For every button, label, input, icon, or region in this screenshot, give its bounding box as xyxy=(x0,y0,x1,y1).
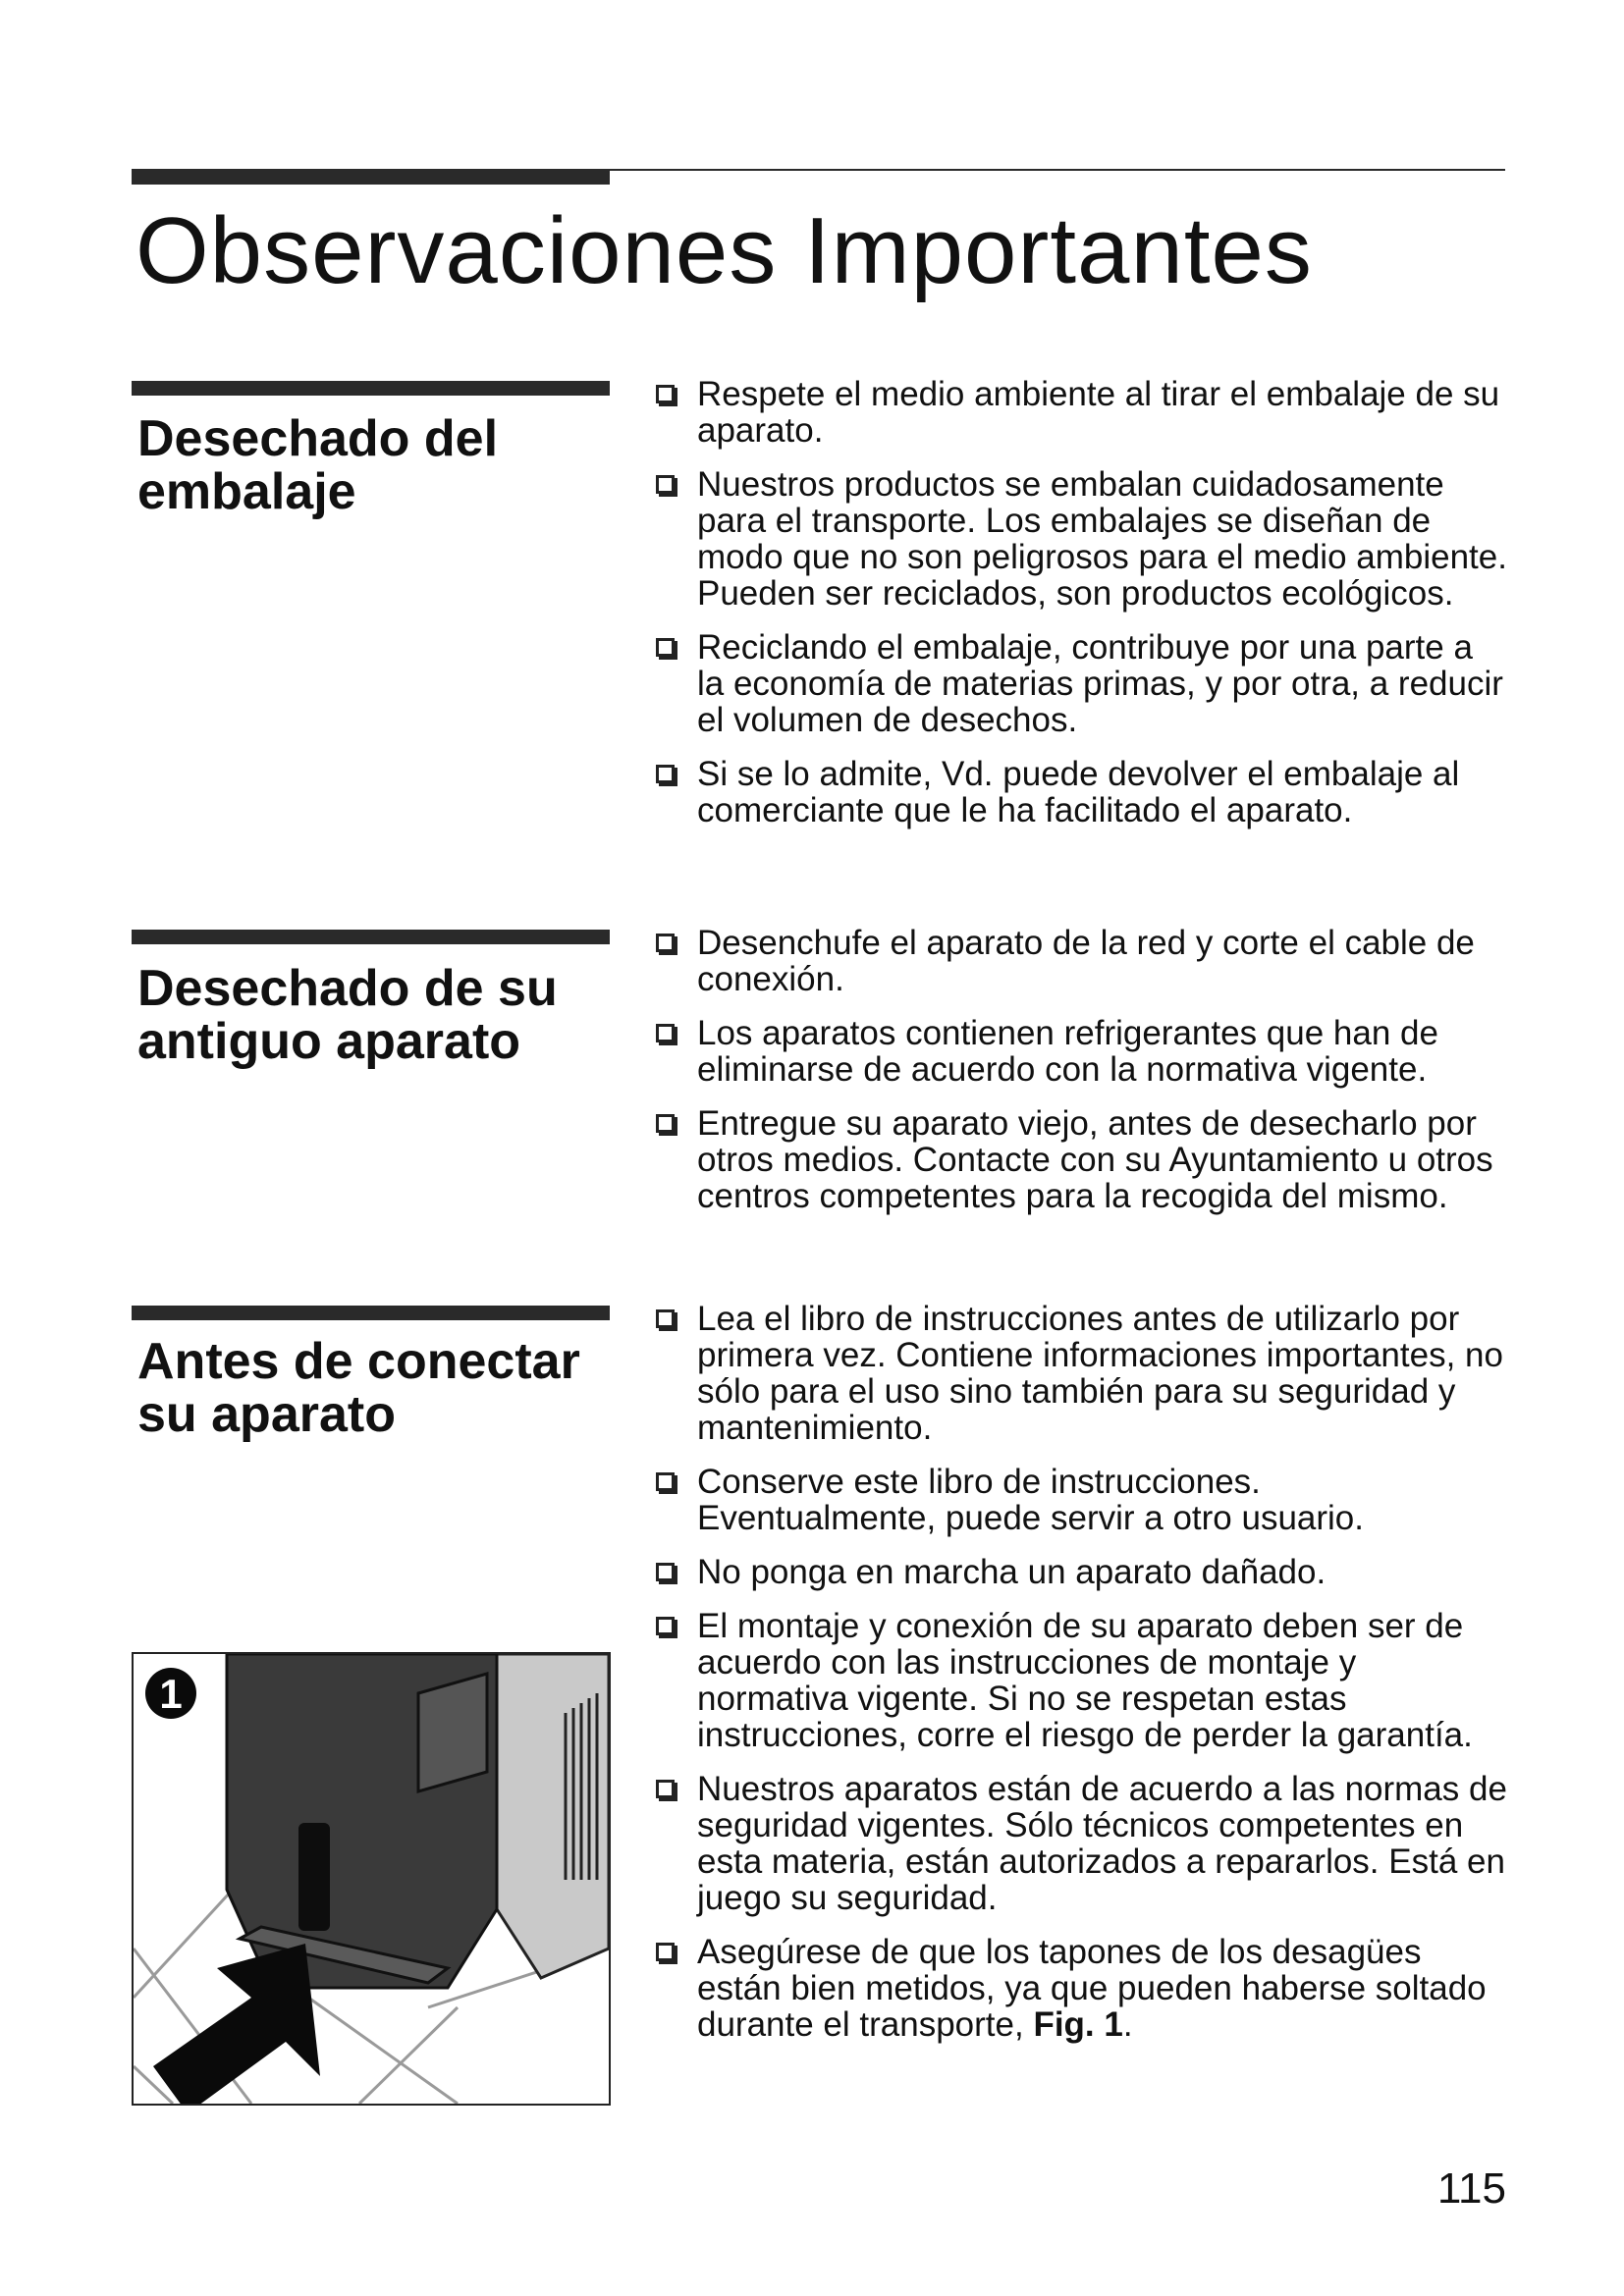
section-heading-packaging: Desechado del embalaje xyxy=(137,410,499,520)
list-item: Conserve este libro de instrucciones. Eventualmente, puede servir a otro usuario. xyxy=(654,1464,1508,1536)
list-item: Lea el libro de instrucciones antes de utilizarlo por primera vez. Contiene informaciones importantes, no sólo para el uso sino también para su seguridad y mantenimiento. xyxy=(654,1301,1508,1446)
checkbox-bullet-icon xyxy=(656,385,675,403)
before-connecting-list xyxy=(654,1301,1508,2060)
checkbox-bullet-icon xyxy=(656,1563,675,1581)
checkbox-bullet-icon xyxy=(656,1943,675,1961)
checkbox-bullet-icon xyxy=(656,638,675,657)
arrow-icon xyxy=(153,1944,320,2104)
list-item: No ponga en marcha un aparato dañado. xyxy=(654,1554,1508,1590)
figure-1 xyxy=(132,1652,611,2106)
list-item: Asegúrese de que los tapones de los desagües están bien metidos, ya que pueden haberse soltado durante el transporte, Fig. 1. xyxy=(654,1934,1508,2043)
appliance-side xyxy=(497,1654,609,1978)
section-rule-before-connecting xyxy=(132,1306,610,1320)
list-item: Nuestros productos se embalan cuidadosamente para el transporte. Los embalajes se diseñan de modo que no son peligrosos para el medio ambiente. Pueden ser reciclados, son productos ecológicos. xyxy=(654,466,1508,612)
list-item: Respete el medio ambiente al tirar el embalaje de su aparato. xyxy=(654,376,1508,449)
list-item: Nuestros aparatos están de acuerdo a las normas de seguridad vigentes. Sólo técnicos competentes en esta materia, están autorizados a repararlos. Está en juego su seguridad. xyxy=(654,1771,1508,1916)
checkbox-bullet-icon xyxy=(656,1472,675,1491)
list-item: Los aparatos contienen refrigerantes que han de eliminarse de acuerdo con la normativa vigente. xyxy=(654,1015,1508,1088)
section-heading-old-appliance: Desechado de su antiguo aparato xyxy=(137,960,558,1070)
checkbox-bullet-icon xyxy=(656,475,675,494)
checkbox-bullet-icon xyxy=(656,1024,675,1042)
figure-number: 1 xyxy=(159,1671,183,1717)
checkbox-bullet-icon xyxy=(656,1114,675,1133)
checkbox-bullet-icon xyxy=(656,765,675,783)
title-rule-thick xyxy=(132,169,610,185)
list-item: Si se lo admite, Vd. puede devolver el embalaje al comerciante que le ha facilitado el aparato. xyxy=(654,756,1508,828)
section-rule-old-appliance xyxy=(132,930,610,944)
packaging-list xyxy=(654,376,1508,846)
page-number: 115 xyxy=(1436,2164,1506,2213)
title-rule-thin xyxy=(610,169,1505,171)
appliance-slot xyxy=(298,1823,330,1931)
section-rule-packaging xyxy=(132,381,610,396)
list-item: Entregue su aparato viejo, antes de desecharlo por otros medios. Contacte con su Ayuntamiento u otros centros competentes para la recogida del mismo. xyxy=(654,1105,1508,1214)
list-item: Desenchufe el aparato de la red y corte el cable de conexión. xyxy=(654,925,1508,997)
figure-reference: Fig. 1 xyxy=(1033,2005,1123,2044)
old-appliance-list xyxy=(654,925,1508,1232)
page-title: Observaciones Importantes xyxy=(135,198,1313,303)
checkbox-bullet-icon xyxy=(656,1780,675,1798)
list-item: Reciclando el embalaje, contribuye por una parte a la economía de materias primas, y por otra, a reducir el volumen de desechos. xyxy=(654,629,1508,738)
section-heading-before-connecting: Antes de conectar su aparato xyxy=(137,1333,580,1443)
appliance-panel xyxy=(418,1674,487,1791)
appliance-illustration xyxy=(134,1654,609,2104)
checkbox-bullet-icon xyxy=(656,1309,675,1328)
checkbox-bullet-icon xyxy=(656,1617,675,1635)
checkbox-bullet-icon xyxy=(656,934,675,952)
list-item: El montaje y conexión de su aparato deben ser de acuerdo con las instrucciones de montaje y normativa vigente. Si no se respetan estas instrucciones, corre el riesgo de perder la garantía. xyxy=(654,1608,1508,1753)
